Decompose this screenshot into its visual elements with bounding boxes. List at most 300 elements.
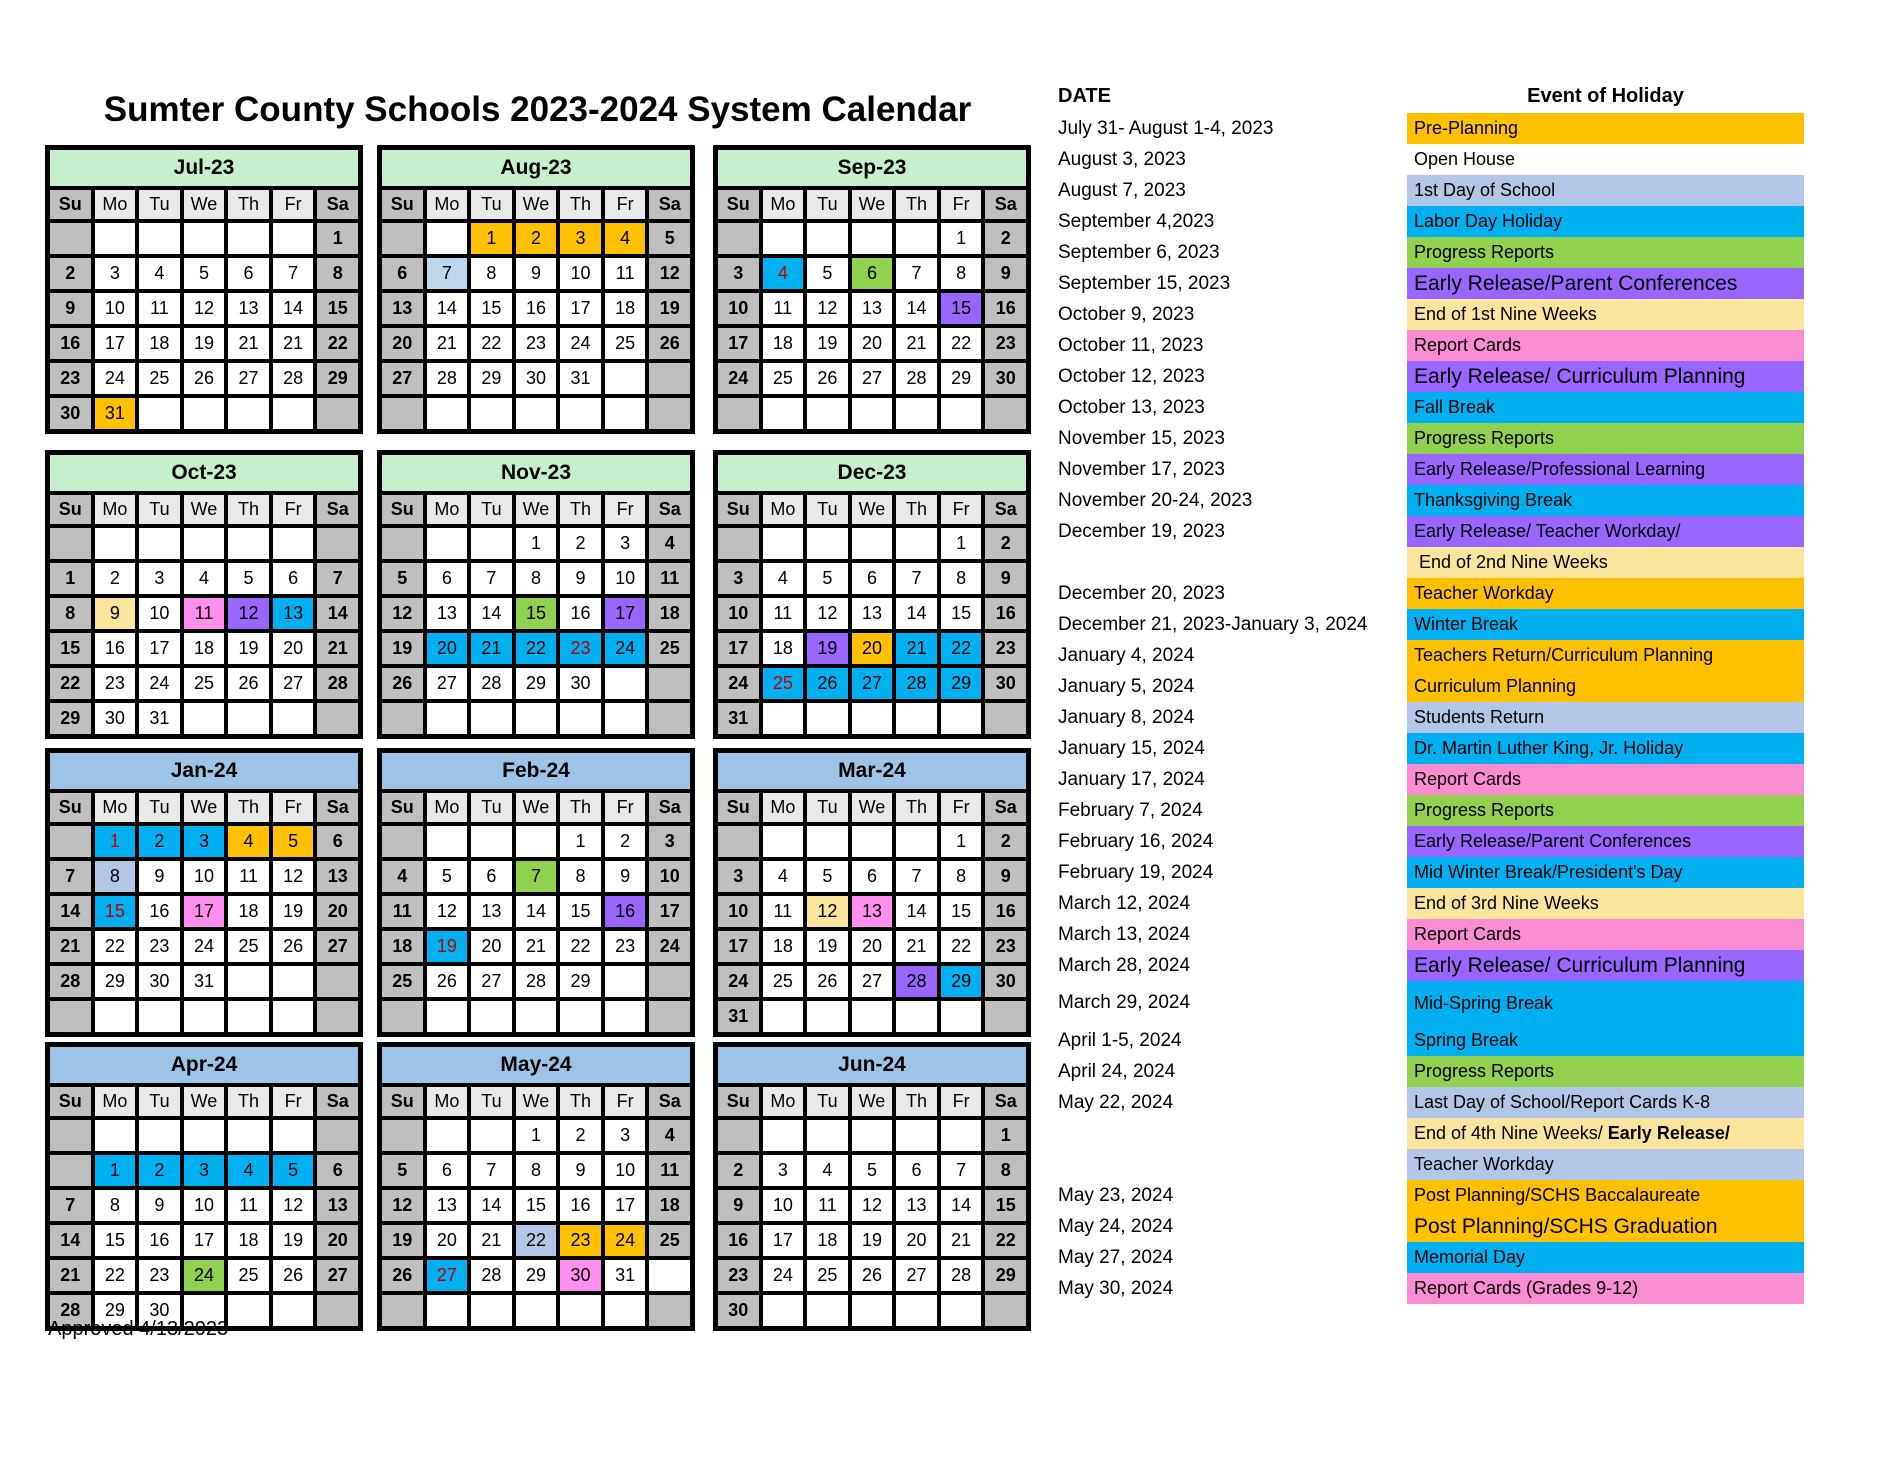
day-cell: 26 — [647, 326, 692, 361]
day-cell: 1 — [939, 526, 984, 561]
day-cell — [983, 396, 1028, 431]
day-cell: 22 — [48, 666, 93, 701]
day-cell: 17 — [761, 1223, 806, 1258]
day-cell: 29 — [93, 1293, 138, 1328]
day-cell: 2 — [716, 1153, 761, 1188]
day-cell: 11 — [182, 596, 227, 631]
day-cell: 9 — [514, 256, 559, 291]
day-cell: 12 — [271, 1188, 316, 1223]
day-cell: 26 — [226, 666, 271, 701]
day-header: Mo — [425, 493, 470, 526]
event-label: Post Planning/SCHS Baccalaureate — [1407, 1180, 1804, 1211]
day-cell: 20 — [425, 1223, 470, 1258]
calendar-may-24 — [377, 1042, 695, 1331]
day-cell — [850, 396, 895, 431]
day-cell: 10 — [603, 561, 648, 596]
event-label: Progress Reports — [1407, 1056, 1804, 1087]
day-cell — [805, 999, 850, 1034]
day-cell — [850, 701, 895, 736]
day-cell: 13 — [315, 859, 360, 894]
day-cell — [315, 1293, 360, 1328]
day-cell: 23 — [983, 326, 1028, 361]
day-cell: 4 — [761, 256, 806, 291]
event-row — [1058, 206, 1804, 237]
month-title: Oct-23 — [48, 453, 360, 493]
day-cell: 10 — [137, 596, 182, 631]
day-cell: 2 — [983, 526, 1028, 561]
day-header: Su — [380, 1085, 425, 1118]
day-cell: 5 — [182, 256, 227, 291]
day-cell: 11 — [647, 561, 692, 596]
day-cell: 27 — [271, 666, 316, 701]
day-cell: 23 — [716, 1258, 761, 1293]
day-header: Tu — [805, 188, 850, 221]
event-date: May 22, 2024 — [1058, 1091, 1174, 1113]
day-cell: 1 — [983, 1118, 1028, 1153]
day-cell: 8 — [469, 256, 514, 291]
day-cell — [647, 1258, 692, 1293]
day-cell: 4 — [805, 1153, 850, 1188]
day-cell — [647, 361, 692, 396]
event-label: Report Cards — [1407, 919, 1804, 950]
day-cell: 3 — [137, 561, 182, 596]
day-header: Th — [226, 791, 271, 824]
day-cell: 22 — [939, 631, 984, 666]
event-label: Early Release/ Teacher Workday/ — [1407, 516, 1804, 547]
day-header: Mo — [93, 1085, 138, 1118]
day-header: Fr — [271, 791, 316, 824]
day-cell: 19 — [226, 631, 271, 666]
day-cell: 6 — [850, 561, 895, 596]
day-header: Sa — [315, 188, 360, 221]
day-cell: 12 — [805, 596, 850, 631]
day-cell: 9 — [48, 291, 93, 326]
day-cell: 18 — [226, 1223, 271, 1258]
calendar-apr-24 — [45, 1042, 363, 1331]
event-label: Early Release/Parent Conferences — [1407, 268, 1804, 299]
day-cell — [271, 1118, 316, 1153]
day-cell: 1 — [315, 221, 360, 256]
day-cell: 20 — [425, 631, 470, 666]
day-cell: 22 — [558, 929, 603, 964]
day-cell: 5 — [647, 221, 692, 256]
day-cell: 28 — [894, 361, 939, 396]
event-label: Report Cards — [1407, 764, 1804, 795]
day-cell: 18 — [137, 326, 182, 361]
calendar-nov-23 — [377, 450, 695, 739]
day-header: We — [514, 188, 559, 221]
event-label: Winter Break — [1407, 609, 1804, 640]
day-cell: 21 — [315, 631, 360, 666]
event-date: August 3, 2023 — [1058, 148, 1186, 170]
day-cell — [603, 1293, 648, 1328]
day-cell — [894, 526, 939, 561]
events-panel — [1058, 80, 1804, 1304]
day-cell — [805, 1118, 850, 1153]
day-cell: 27 — [850, 964, 895, 999]
event-row — [1058, 1180, 1804, 1211]
day-cell: 18 — [226, 894, 271, 929]
calendar-mar-24 — [713, 748, 1031, 1037]
day-cell — [716, 396, 761, 431]
day-cell: 3 — [716, 561, 761, 596]
day-cell: 24 — [93, 361, 138, 396]
events-header-row — [1058, 80, 1804, 113]
day-cell: 5 — [380, 1153, 425, 1188]
event-row — [1058, 113, 1804, 144]
day-cell: 20 — [894, 1223, 939, 1258]
day-cell: 16 — [983, 894, 1028, 929]
day-cell — [850, 526, 895, 561]
event-row — [1058, 361, 1804, 392]
day-cell — [226, 964, 271, 999]
day-cell — [983, 701, 1028, 736]
day-cell — [761, 396, 806, 431]
day-cell: 27 — [425, 1258, 470, 1293]
event-row — [1058, 950, 1804, 981]
day-cell: 3 — [558, 221, 603, 256]
day-cell: 8 — [983, 1153, 1028, 1188]
day-cell: 14 — [894, 596, 939, 631]
day-cell — [182, 396, 227, 431]
day-cell: 26 — [380, 1258, 425, 1293]
day-cell: 3 — [647, 824, 692, 859]
day-cell: 4 — [380, 859, 425, 894]
day-cell: 6 — [226, 256, 271, 291]
event-date: October 9, 2023 — [1058, 303, 1195, 325]
day-header: Sa — [983, 188, 1028, 221]
day-cell — [315, 999, 360, 1034]
event-row — [1058, 330, 1804, 361]
day-header: Th — [894, 1085, 939, 1118]
day-cell: 2 — [137, 1153, 182, 1188]
day-cell: 13 — [425, 596, 470, 631]
day-cell: 10 — [558, 256, 603, 291]
event-label: Labor Day Holiday — [1407, 206, 1804, 237]
day-cell: 21 — [48, 1258, 93, 1293]
day-cell: 17 — [558, 291, 603, 326]
event-label: Mid-Spring Break — [1407, 981, 1804, 1025]
event-label: Curriculum Planning — [1407, 671, 1804, 702]
day-cell: 8 — [939, 256, 984, 291]
day-cell: 13 — [469, 894, 514, 929]
day-cell: 25 — [761, 361, 806, 396]
day-header: Sa — [983, 1085, 1028, 1118]
day-cell: 17 — [182, 1223, 227, 1258]
day-header: Mo — [761, 188, 806, 221]
day-cell: 18 — [761, 929, 806, 964]
event-label: End of 3rd Nine Weeks — [1407, 888, 1804, 919]
day-cell: 11 — [647, 1153, 692, 1188]
day-cell: 30 — [93, 701, 138, 736]
day-cell — [805, 1293, 850, 1328]
day-cell: 15 — [558, 894, 603, 929]
event-date: October 13, 2023 — [1058, 396, 1205, 418]
day-cell: 26 — [271, 929, 316, 964]
day-header: Sa — [983, 493, 1028, 526]
day-header: We — [514, 1085, 559, 1118]
day-cell — [761, 999, 806, 1034]
day-header: Mo — [93, 493, 138, 526]
day-cell: 29 — [983, 1258, 1028, 1293]
day-cell: 4 — [226, 824, 271, 859]
day-cell — [182, 221, 227, 256]
day-cell — [647, 396, 692, 431]
day-cell: 18 — [647, 596, 692, 631]
day-cell — [647, 701, 692, 736]
day-header: We — [850, 188, 895, 221]
event-row — [1058, 1273, 1804, 1304]
month-title: Jan-24 — [48, 751, 360, 791]
day-cell — [380, 396, 425, 431]
day-cell: 25 — [647, 1223, 692, 1258]
day-cell: 21 — [894, 326, 939, 361]
event-label: End of 2nd Nine Weeks — [1407, 547, 1804, 578]
day-cell: 26 — [805, 361, 850, 396]
event-row — [1058, 857, 1804, 888]
day-cell: 28 — [315, 666, 360, 701]
event-date: November 17, 2023 — [1058, 458, 1225, 480]
day-header: Mo — [425, 1085, 470, 1118]
day-cell — [603, 666, 648, 701]
day-header: Su — [48, 1085, 93, 1118]
event-row — [1058, 919, 1804, 950]
day-cell: 15 — [514, 596, 559, 631]
day-cell: 12 — [850, 1188, 895, 1223]
event-label: Mid Winter Break/President's Day — [1407, 857, 1804, 888]
day-cell: 11 — [603, 256, 648, 291]
day-cell — [850, 999, 895, 1034]
day-cell — [603, 964, 648, 999]
day-header: Th — [894, 791, 939, 824]
day-cell: 27 — [469, 964, 514, 999]
day-cell: 29 — [514, 1258, 559, 1293]
day-cell — [48, 526, 93, 561]
day-cell: 19 — [850, 1223, 895, 1258]
day-cell: 27 — [850, 666, 895, 701]
day-cell: 20 — [850, 929, 895, 964]
day-cell: 20 — [469, 929, 514, 964]
day-cell: 10 — [716, 291, 761, 326]
day-cell: 8 — [93, 1188, 138, 1223]
event-row — [1058, 702, 1804, 733]
day-header: Fr — [603, 493, 648, 526]
day-cell — [226, 221, 271, 256]
event-label: Progress Reports — [1407, 423, 1804, 454]
day-cell: 13 — [850, 596, 895, 631]
calendar-aug-23 — [377, 145, 695, 434]
event-label: Spring Break — [1407, 1025, 1804, 1056]
day-cell: 7 — [48, 1188, 93, 1223]
day-cell — [380, 701, 425, 736]
day-cell: 10 — [182, 1188, 227, 1223]
event-date — [1058, 1118, 1407, 1149]
day-cell — [716, 526, 761, 561]
day-cell: 3 — [761, 1153, 806, 1188]
day-cell: 18 — [603, 291, 648, 326]
day-cell — [182, 999, 227, 1034]
event-label: Post Planning/SCHS Graduation — [1407, 1211, 1804, 1242]
event-row — [1058, 144, 1804, 175]
day-cell: 28 — [894, 666, 939, 701]
event-date: January 5, 2024 — [1058, 675, 1195, 697]
day-cell — [514, 701, 559, 736]
day-cell: 10 — [716, 596, 761, 631]
event-label: Teachers Return/Curriculum Planning — [1407, 640, 1804, 671]
day-cell: 2 — [983, 221, 1028, 256]
day-cell: 23 — [603, 929, 648, 964]
day-cell: 28 — [939, 1258, 984, 1293]
day-cell: 5 — [271, 1153, 316, 1188]
day-header: We — [514, 493, 559, 526]
day-cell — [514, 824, 559, 859]
day-cell: 7 — [315, 561, 360, 596]
day-cell: 19 — [425, 929, 470, 964]
event-label: Thanksgiving Break — [1407, 485, 1804, 516]
day-cell: 19 — [805, 326, 850, 361]
day-header: Fr — [603, 791, 648, 824]
day-cell: 24 — [716, 964, 761, 999]
day-header: Fr — [271, 188, 316, 221]
event-date: February 19, 2024 — [1058, 861, 1214, 883]
day-cell — [939, 999, 984, 1034]
month-title: Dec-23 — [716, 453, 1028, 493]
day-cell: 16 — [514, 291, 559, 326]
day-cell — [761, 526, 806, 561]
day-cell: 27 — [894, 1258, 939, 1293]
day-cell: 29 — [558, 964, 603, 999]
day-cell: 8 — [93, 859, 138, 894]
event-date: October 11, 2023 — [1058, 334, 1204, 356]
day-cell: 7 — [894, 256, 939, 291]
event-date: March 29, 2024 — [1058, 992, 1191, 1013]
day-cell — [514, 1293, 559, 1328]
day-cell: 14 — [425, 291, 470, 326]
day-cell — [469, 396, 514, 431]
day-cell: 31 — [182, 964, 227, 999]
day-cell: 25 — [761, 964, 806, 999]
day-header: Mo — [93, 791, 138, 824]
day-cell: 14 — [271, 291, 316, 326]
day-cell — [805, 824, 850, 859]
calendar-sep-23 — [713, 145, 1031, 434]
event-date: February 7, 2024 — [1058, 799, 1203, 821]
month-title: Jul-23 — [48, 148, 360, 188]
day-header: Th — [894, 493, 939, 526]
day-cell: 15 — [315, 291, 360, 326]
event-label: End of 4th Nine Weeks/ Early Release/ — [1407, 1118, 1804, 1149]
day-header: Tu — [137, 493, 182, 526]
day-cell — [894, 1293, 939, 1328]
event-label: Fall Break — [1407, 392, 1804, 423]
day-header: Th — [226, 493, 271, 526]
event-date: April 1-5, 2024 — [1058, 1029, 1182, 1051]
day-cell — [939, 701, 984, 736]
day-cell: 28 — [48, 1293, 93, 1328]
day-cell: 29 — [315, 361, 360, 396]
day-cell: 17 — [603, 1188, 648, 1223]
day-cell: 15 — [939, 894, 984, 929]
day-header: Th — [558, 1085, 603, 1118]
day-header: Mo — [761, 1085, 806, 1118]
day-header: Tu — [469, 791, 514, 824]
day-cell — [137, 526, 182, 561]
day-cell — [558, 396, 603, 431]
day-cell — [425, 1293, 470, 1328]
day-cell: 13 — [850, 894, 895, 929]
day-cell: 5 — [226, 561, 271, 596]
day-cell — [805, 701, 850, 736]
day-cell — [226, 1118, 271, 1153]
day-cell: 10 — [93, 291, 138, 326]
day-cell: 14 — [315, 596, 360, 631]
day-cell: 27 — [380, 361, 425, 396]
day-cell: 4 — [761, 859, 806, 894]
day-cell: 30 — [983, 361, 1028, 396]
day-cell: 4 — [647, 1118, 692, 1153]
day-cell — [761, 1293, 806, 1328]
day-cell — [603, 999, 648, 1034]
month-title: Mar-24 — [716, 751, 1028, 791]
event-label: Open House — [1414, 149, 1516, 169]
day-cell — [48, 999, 93, 1034]
day-cell: 8 — [48, 596, 93, 631]
month-title: May-24 — [380, 1045, 692, 1085]
day-header: Th — [226, 1085, 271, 1118]
event-row — [1058, 1087, 1804, 1118]
day-header: Su — [48, 791, 93, 824]
day-cell: 19 — [182, 326, 227, 361]
day-header: Fr — [603, 188, 648, 221]
event-date: October 12, 2023 — [1058, 365, 1205, 387]
day-cell — [48, 1118, 93, 1153]
event-date: May 27, 2024 — [1058, 1246, 1174, 1268]
day-cell: 31 — [558, 361, 603, 396]
day-header: Tu — [137, 188, 182, 221]
event-label: Report Cards (Grades 9-12) — [1407, 1273, 1804, 1304]
day-cell: 16 — [983, 596, 1028, 631]
day-cell: 10 — [182, 859, 227, 894]
day-header: Su — [716, 791, 761, 824]
event-row — [1058, 888, 1804, 919]
day-cell: 19 — [271, 894, 316, 929]
day-cell — [894, 999, 939, 1034]
event-date: April 24, 2024 — [1058, 1060, 1176, 1082]
day-cell — [271, 1293, 316, 1328]
event-date: February 16, 2024 — [1058, 830, 1214, 852]
day-header: Th — [558, 188, 603, 221]
day-cell: 20 — [380, 326, 425, 361]
day-header: Th — [226, 188, 271, 221]
day-header: Su — [380, 188, 425, 221]
day-cell: 12 — [425, 894, 470, 929]
day-cell — [93, 221, 138, 256]
day-cell: 17 — [647, 894, 692, 929]
event-row — [1058, 175, 1804, 206]
day-cell: 25 — [182, 666, 227, 701]
event-date: December 21, 2023-January 3, 2024 — [1058, 613, 1368, 635]
day-cell: 17 — [716, 326, 761, 361]
day-cell: 1 — [514, 1118, 559, 1153]
day-cell: 13 — [271, 596, 316, 631]
day-header: We — [182, 188, 227, 221]
day-cell: 7 — [894, 561, 939, 596]
day-cell: 26 — [380, 666, 425, 701]
day-cell — [315, 701, 360, 736]
day-cell — [894, 824, 939, 859]
day-cell: 9 — [716, 1188, 761, 1223]
day-cell: 10 — [716, 894, 761, 929]
